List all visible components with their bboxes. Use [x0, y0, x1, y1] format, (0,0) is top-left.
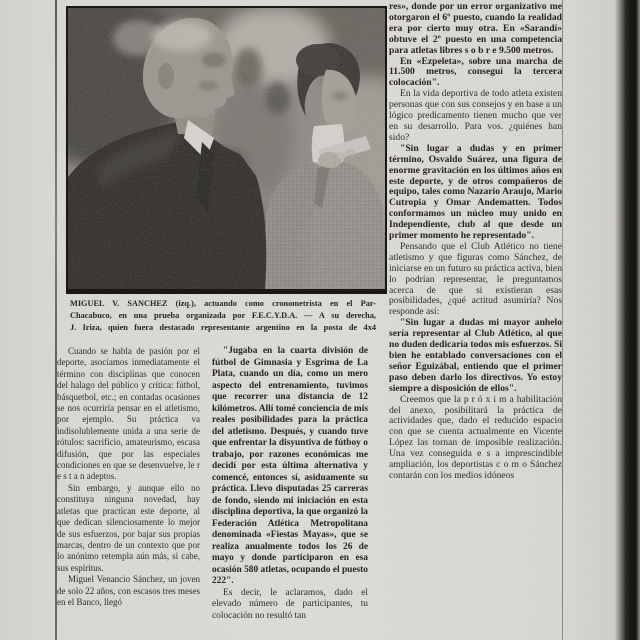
article-paragraph: Miguel Venancio Sánchez, un joven de solo 22 años, con escasos tres meses en el Banco, llegó [57, 574, 200, 607]
article-paragraph: Pensando que el Club Atlético no tiene atletismo y que figuras como Sánchez, de iniciarse en un futuro su práctica activa, bien lo podrían representar, le preguntamos acerca de que si existieran esas posibilidades, ¿qué actitud asumiría? Nos responde así: [389, 240, 562, 318]
column-left [57, 346, 200, 640]
caption-line: J. Iriza, quien fuera destacado representante argentino en la posta de 4x4 [70, 323, 376, 333]
photo-caption [70, 298, 376, 335]
article-paragraph: Sin embargo, y aunque ello no constituya ninguna novedad, hay atletas que practican este deporte, al que dedican silenciosamente lo mejor de sus esfuerzos, por bajar sus propias marcas, dentro de un contexto que por lo anónimo retempla aún más, si cabe, sus espíritus. [57, 482, 200, 573]
photo-illustration [68, 8, 385, 289]
caption-line: MIGUEL V. SANCHEZ (izq.), actuando como cronometrista en el Par- [70, 299, 376, 308]
page-edge-shadow [614, 0, 640, 640]
article-quote-paragraph: "Jugaba en la cuarta división de fútbol de Gimnasia y Esgrima de La Plata, cuando un día, como un mero aspecto del entrenamiento, tuvimos que recorrer una distancia de 12 kilómetros. Allí tomé conciencia de mis reales posibilidades para la práctica del atletismo. Después, y cuando tuve que enfrentar la disyuntiva de fútboy o trabajo, por razones económicas me decidí por esta última alternativa y comencé, entonces sí, asiduamente su práctica. Llevo disputadas 25 carreras de fondo, siendo mi iniciación en esta disciplina deportiva, la que organizó la Federación Atlética Metropolitana denominada «Fiestas Mayas», que se realiza anualmente todos los 26 de mayo y donde participaron en esa ocasión 580 atletas, ocupando el puesto 222". [212, 346, 368, 586]
article-quote-paragraph: "Sin lugar a dudas y en primer término, Osvaldo Suárez, una figura de enorme gravitación en los últimos años en este deporte, y de otros compañeros de equipo, tales como Nazario Araujo, Mario Cutropia y Omar Andematten. Todos conformamos un núcleo muy unido en Independiente, club al que desde un primer momento he representado". [389, 142, 562, 242]
article-photo [66, 6, 387, 294]
caption-line: Chacabuco, en una prueba organizada por F.E.C.Y.D.A. — A su derecha, [70, 311, 376, 321]
column-right [389, 2, 562, 640]
article-paragraph: Es decir, le aclaramos, dado el elevado número de participantes, tu colocación no resultó tan [212, 587, 368, 621]
article-quote-paragraph: "Sin lugar a dudas mi mayor anhelo sería representar al Club Atlético, al que no duden dedicaría todos mis esfuerzos. Si bien he entablado conversaciones con el señor Eguizábal, entiendo que el primer paso deben darlo los directivos. Yo estoy siempre a disposición de ellos". [389, 317, 562, 394]
article-paragraph: Creemos que la p r ó x i m a habilitación del anexo, posibilitará la práctica de actividades que, dado el reducido espacio con que se cuenta actualmente en Vicente López las tornan de imposible realización. Una vez conseguida e s a imprescindible ampliación, los deportistas c o m o Sánchez contarán con los medios idóneos [389, 393, 562, 481]
article-quote-paragraph: res», donde por un error organizativo me otorgaron el 6º puesto, cuando la realidad era por cierto muy otra. En «Sarandí» obtuve el 2º puesto en una competencia para atletas libres s o b r e 9.500 metros. [389, 2, 562, 56]
column-middle [212, 346, 368, 640]
article-paragraph: En la vida deportiva de todo atleta existen personas que con sus consejos y en base a un lógico predicamento tienen mucho que ver en su desarrollo. Para vos. ¿quiénes han sido? [389, 88, 562, 143]
article-paragraph: Cuando se habla de pasión por el deporte, asociamos inmediatamente el término con disciplinas que conocen del halago del público y crítica: fútbol, básquetbol, etc.; en contadas ocasiones se nos ocurriría pensar en el atletismo, por ejemplo. Su práctica va indisolublemente unida a una serie de rótulos: sacrificio, amateurismo, escasa difusión, que por las especiales condiciones en que se desenvuelve, le r e s t a n adeptos. [57, 346, 200, 482]
article-quote-paragraph: En «Ezpeleta», sobre una marcha de 11.500 metros, conseguí la tercera colocación". [389, 55, 562, 89]
right-fold-line [562, 0, 563, 640]
